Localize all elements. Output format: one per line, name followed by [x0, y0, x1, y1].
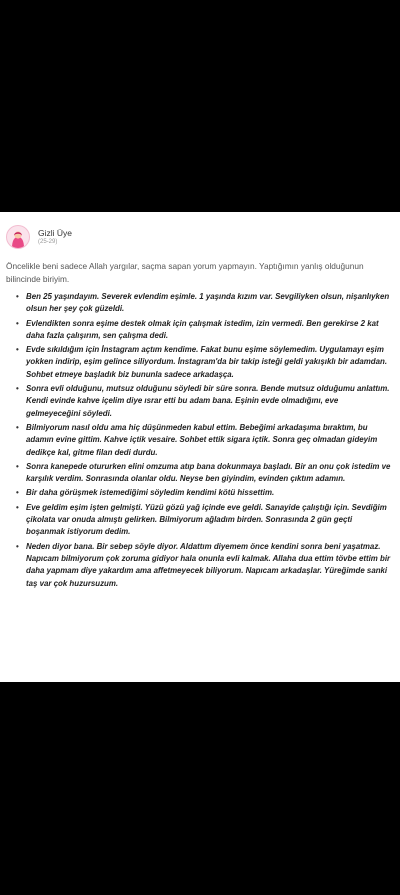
post-list: [6, 291, 392, 590]
female-avatar-icon[interactable]: [6, 225, 30, 249]
post-card: [0, 212, 400, 682]
list-item: • Ben 25 yaşındayım. Severek evlendim eşimle. 1 yaşında kızım var. Sevgiliyken olsun, nişanlıyken olsun her şey çok güzeldi.: [16, 291, 392, 316]
list-item: • Evde sıkıldığım için İnstagram açtım kendime. Fakat bunu eşime söylemedim. Uygulamayı eşim yokken indirip, eşim gelince siliyordum. İnstagram'da bir takip isteği geldi yakışıklı bir adamdan. Sohbet etmeye başladık biz bununla sadece arkadaşça.: [16, 344, 392, 381]
list-item: • Eve geldim eşim işten gelmişti. Yüzü gözü yağ içinde eve geldi. Sanayide çalıştığı için. Sevdiğim çikolata var onuda almıştı gelirken. Bilmiyorum ağladım birden. Sonrasında 2 gün geçti boşanmak istiyorum dedim.: [16, 502, 392, 539]
author-meta: [38, 228, 72, 245]
list-item: • Sonra evli olduğunu, mutsuz olduğunu söyledi bir süre sonra. Bende mutsuz olduğumu anlattım. Kendi evinde kahve içelim diye ısrar etti bu adam bana. Eşinin evde olmadığını, eve gelmeyeceğini söyledi.: [16, 383, 392, 420]
list-item: • Neden diyor bana. Bir sebep söyle diyor. Aldattım diyemem önce kendini sonra beni yaşatmaz. Napıcam bilmiyorum çok zoruma gidiyor hala onunla evli kalmak. Allaha dua ettim tövbe ettim bir daha yapmam diye yakardım ama affetmeyecek biliyorum. Napıcam arkadaşlar. Yüreğimde sanki taş var çok huzursuzum.: [16, 541, 392, 590]
list-item: • Bir daha görüşmek istemediğimi söyledim kendimi kötü hissettim.: [16, 487, 392, 499]
author-age: (25-29): [38, 238, 58, 245]
list-item: • Sonra kanepede otururken elini omzuma atıp bana dokunmaya başladı. Bir an onu çok istedim ve karşılık verdim. Sonrasında olanlar oldu. Neyse ben giyindim, evinden çıktım adamın.: [16, 461, 392, 486]
post-author: [6, 220, 392, 254]
post-intro: Öncelikle beni sadece Allah yargılar, saçma sapan yorum yapmayın. Yaptığımın yanlış olduğunun bilincinde biriyim.: [6, 261, 364, 284]
author-name[interactable]: Gizli Üye: [38, 228, 73, 239]
list-item: • Evlendikten sonra eşime destek olmak için çalışmak istedim, izin vermedi. Ben gerekirse 2 kat daha fazla çalışırım, sen çalışma dedi.: [16, 318, 392, 343]
list-item: • Bilmiyorum nasıl oldu ama hiç düşünmeden kabul ettim. Bebeğimi arkadaşıma bıraktım, bu adamın evine gittim. Kahve içtik vesaire. Sohbet ettik sigara içtik. Sonra geç olmadan gideyim dedikçe kal, gitme filan dedi durdu.: [16, 422, 392, 459]
